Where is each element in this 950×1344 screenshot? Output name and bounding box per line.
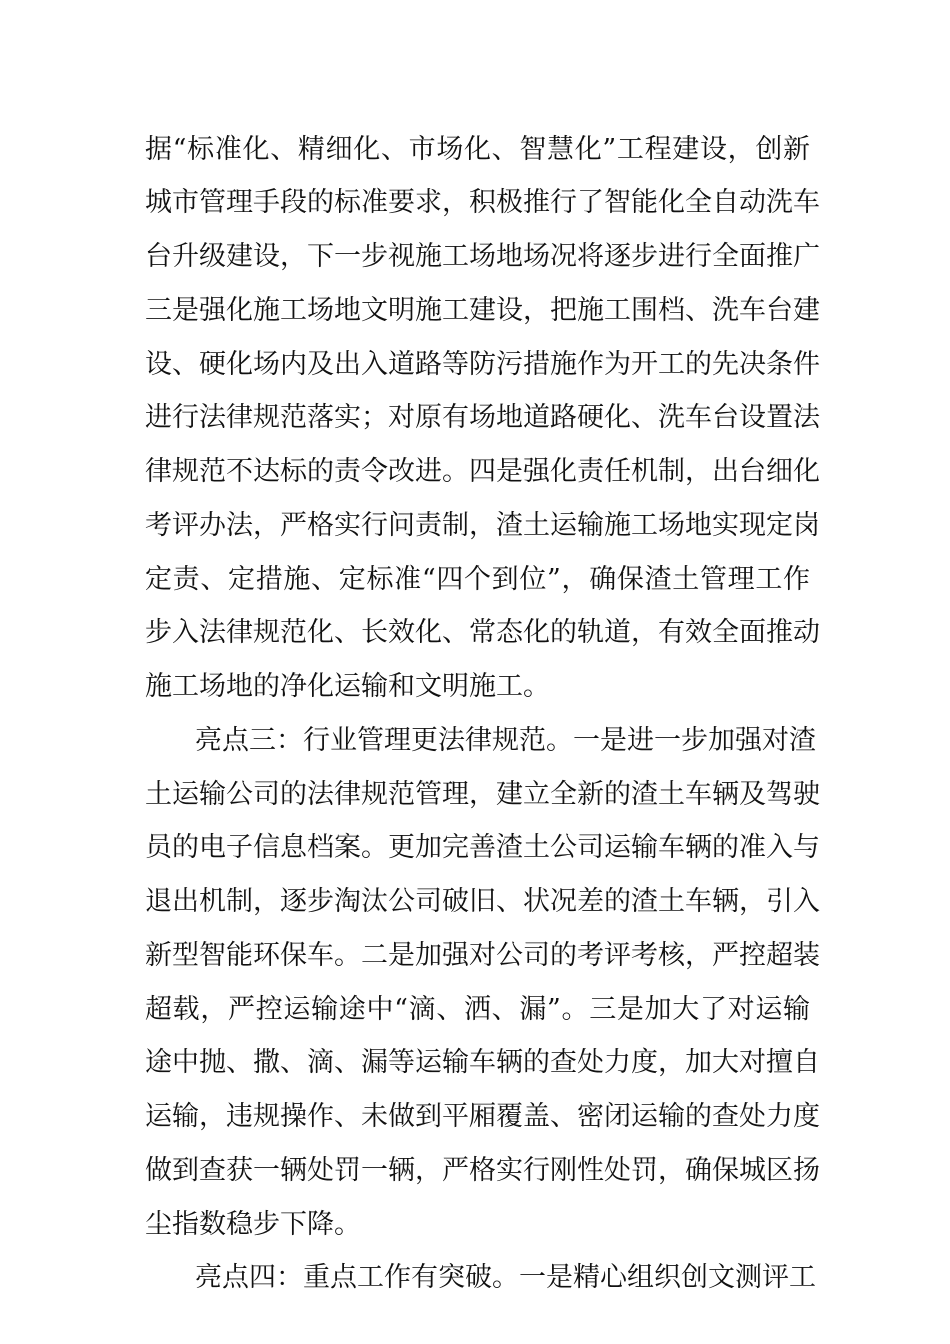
text-line: 律规范不达标的责令改进。四是强化责任机制，出台细化 [145, 456, 820, 487]
text-line: 做到查获一辆处罚一辆，严格实行刚性处罚，确保城区扬 [145, 1155, 820, 1186]
text-line: 土运输公司的法律规范管理，建立全新的渣土车辆及驾驶 [145, 779, 820, 810]
paragraph-heading-line: 亮点四：重点工作有突破。一是精心组织创文测评工 [195, 1262, 816, 1293]
text-line: 退出机制，逐步淘汰公司破旧、状况差的渣土车辆，引入 [145, 886, 820, 917]
text-line: 施工场地的净化运输和文明施工。 [145, 671, 550, 702]
text-line: 尘指数稳步下降。 [145, 1209, 361, 1240]
text-line: 城市管理手段的标准要求，积极推行了智能化全自动洗车 [145, 187, 820, 218]
text-line: 考评办法，严格实行问责制，渣土运输施工场地实现定岗 [145, 510, 820, 541]
text-line: 员的电子信息档案。更加完善渣土公司运输车辆的准入与 [145, 832, 820, 863]
text-line: 运输，违规操作、未做到平厢覆盖、密闭运输的查处力度 [145, 1101, 820, 1132]
text-line: 途中抛、撒、滴、漏等运输车辆的查处力度，加大对擅自 [145, 1047, 820, 1078]
paragraph-heading-line: 亮点三：行业管理更法律规范。一是进一步加强对渣 [195, 725, 816, 756]
text-line: 新型智能环保车。二是加强对公司的考评考核，严控超装 [145, 940, 820, 971]
text-line: 进行法律规范落实；对原有场地道路硬化、洗车台设置法 [145, 402, 820, 433]
text-line: 定责、定措施、定标准“四个到位”，确保渣土管理工作 [145, 564, 810, 595]
text-line: 超载，严控运输途中“滴、洒、漏”。三是加大了对运输 [145, 994, 810, 1025]
text-line: 步入法律规范化、长效化、常态化的轨道，有效全面推动 [145, 617, 820, 648]
text-line: 三是强化施工场地文明施工建设，把施工围档、洗车台建 [145, 295, 820, 326]
text-line: 据“标准化、精细化、市场化、智慧化”工程建设，创新 [145, 134, 810, 165]
text-line: 设、硬化场内及出入道路等防污措施作为开工的先决条件 [145, 349, 820, 380]
text-line: 台升级建设，下一步视施工场地场况将逐步进行全面推广 [145, 241, 820, 272]
